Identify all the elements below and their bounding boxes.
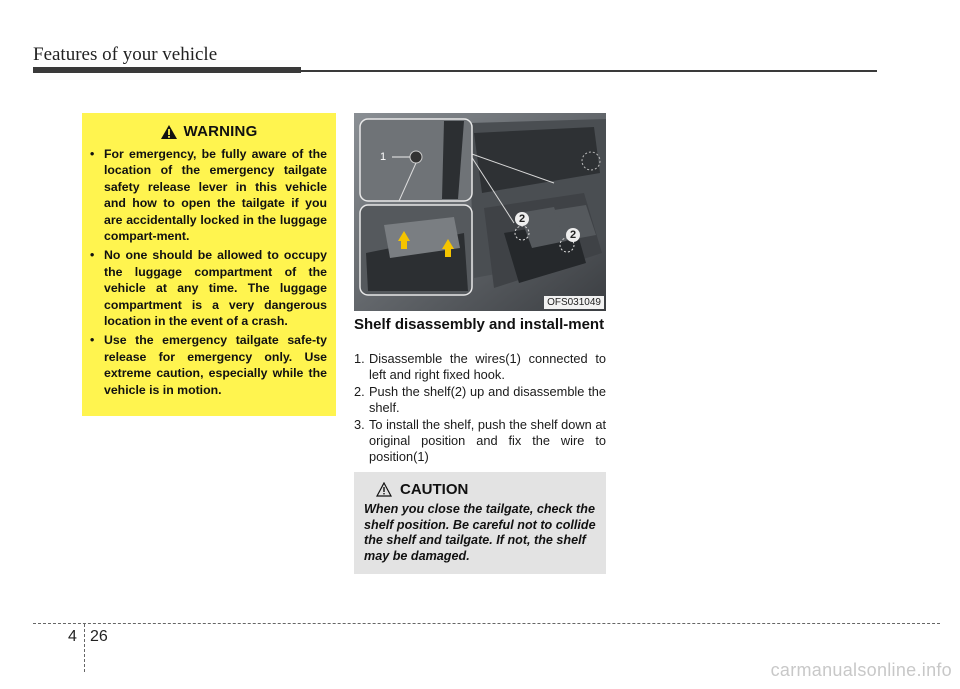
footer-rule [33,623,940,624]
steps-list [354,351,606,466]
step-number: 3. [354,417,365,433]
callout-2a: 2 [515,212,529,226]
step-number: 2. [354,384,365,400]
shelf-illustration [354,113,606,311]
header-rule-thick [33,67,301,73]
caution-header [376,481,598,498]
header-rule-thin [301,70,877,72]
luggage-shelf-illustration [354,113,606,311]
caution-title: CAUTION [400,481,469,498]
caution-box [354,472,606,574]
step-text: To install the shelf, push the shelf down at original position and fix the wire to position(1) [369,417,606,464]
step-item [354,351,606,382]
warning-item: • For emergency, be fully aware of the location of the emergency tailgate safety release lever in this vehicle and how to open the tailgate if you are accidentally locked in the luggage compart-ment. [90,146,327,244]
chapter-number: 4 [68,628,77,645]
page-header-title: Features of your vehicle [33,44,218,65]
step-text: Disassemble the wires(1) connected to left and right fixed hook. [369,351,606,382]
figure-code: OFS031049 [544,296,604,309]
step-item [354,384,606,415]
warning-header [90,123,327,140]
step-number: 1. [354,351,365,366]
step-text: Push the shelf(2) up and disassemble the shelf. [369,384,606,415]
footer-divider [84,624,85,672]
warning-item: • Use the emergency tailgate safe-ty release for emergency only. Use extreme caution, especially while the vehicle is in motion. [90,332,327,398]
page-number: 26 [90,628,108,645]
step-item [354,417,606,464]
section-title: Shelf disassembly and install-ment [354,316,605,333]
warning-item: • No one should be allowed to occupy the luggage compartment of the vehicle at any time. The luggage compartment is a very dangerous location in the event of a crash. [90,247,327,329]
caution-text: When you close the tailgate, check the shelf position. Be careful not to collide the shelf and tailgate. If not, the shelf may be damaged. [364,502,596,563]
callout-2b: 2 [566,228,580,242]
callout-1: 1 [380,151,387,163]
warning-title: WARNING [183,123,258,140]
caution-triangle-icon [376,482,392,497]
warning-list [90,146,327,398]
watermark: carmanualsonline.info [770,660,952,680]
warning-triangle-icon [160,124,178,140]
warning-box [82,113,336,416]
